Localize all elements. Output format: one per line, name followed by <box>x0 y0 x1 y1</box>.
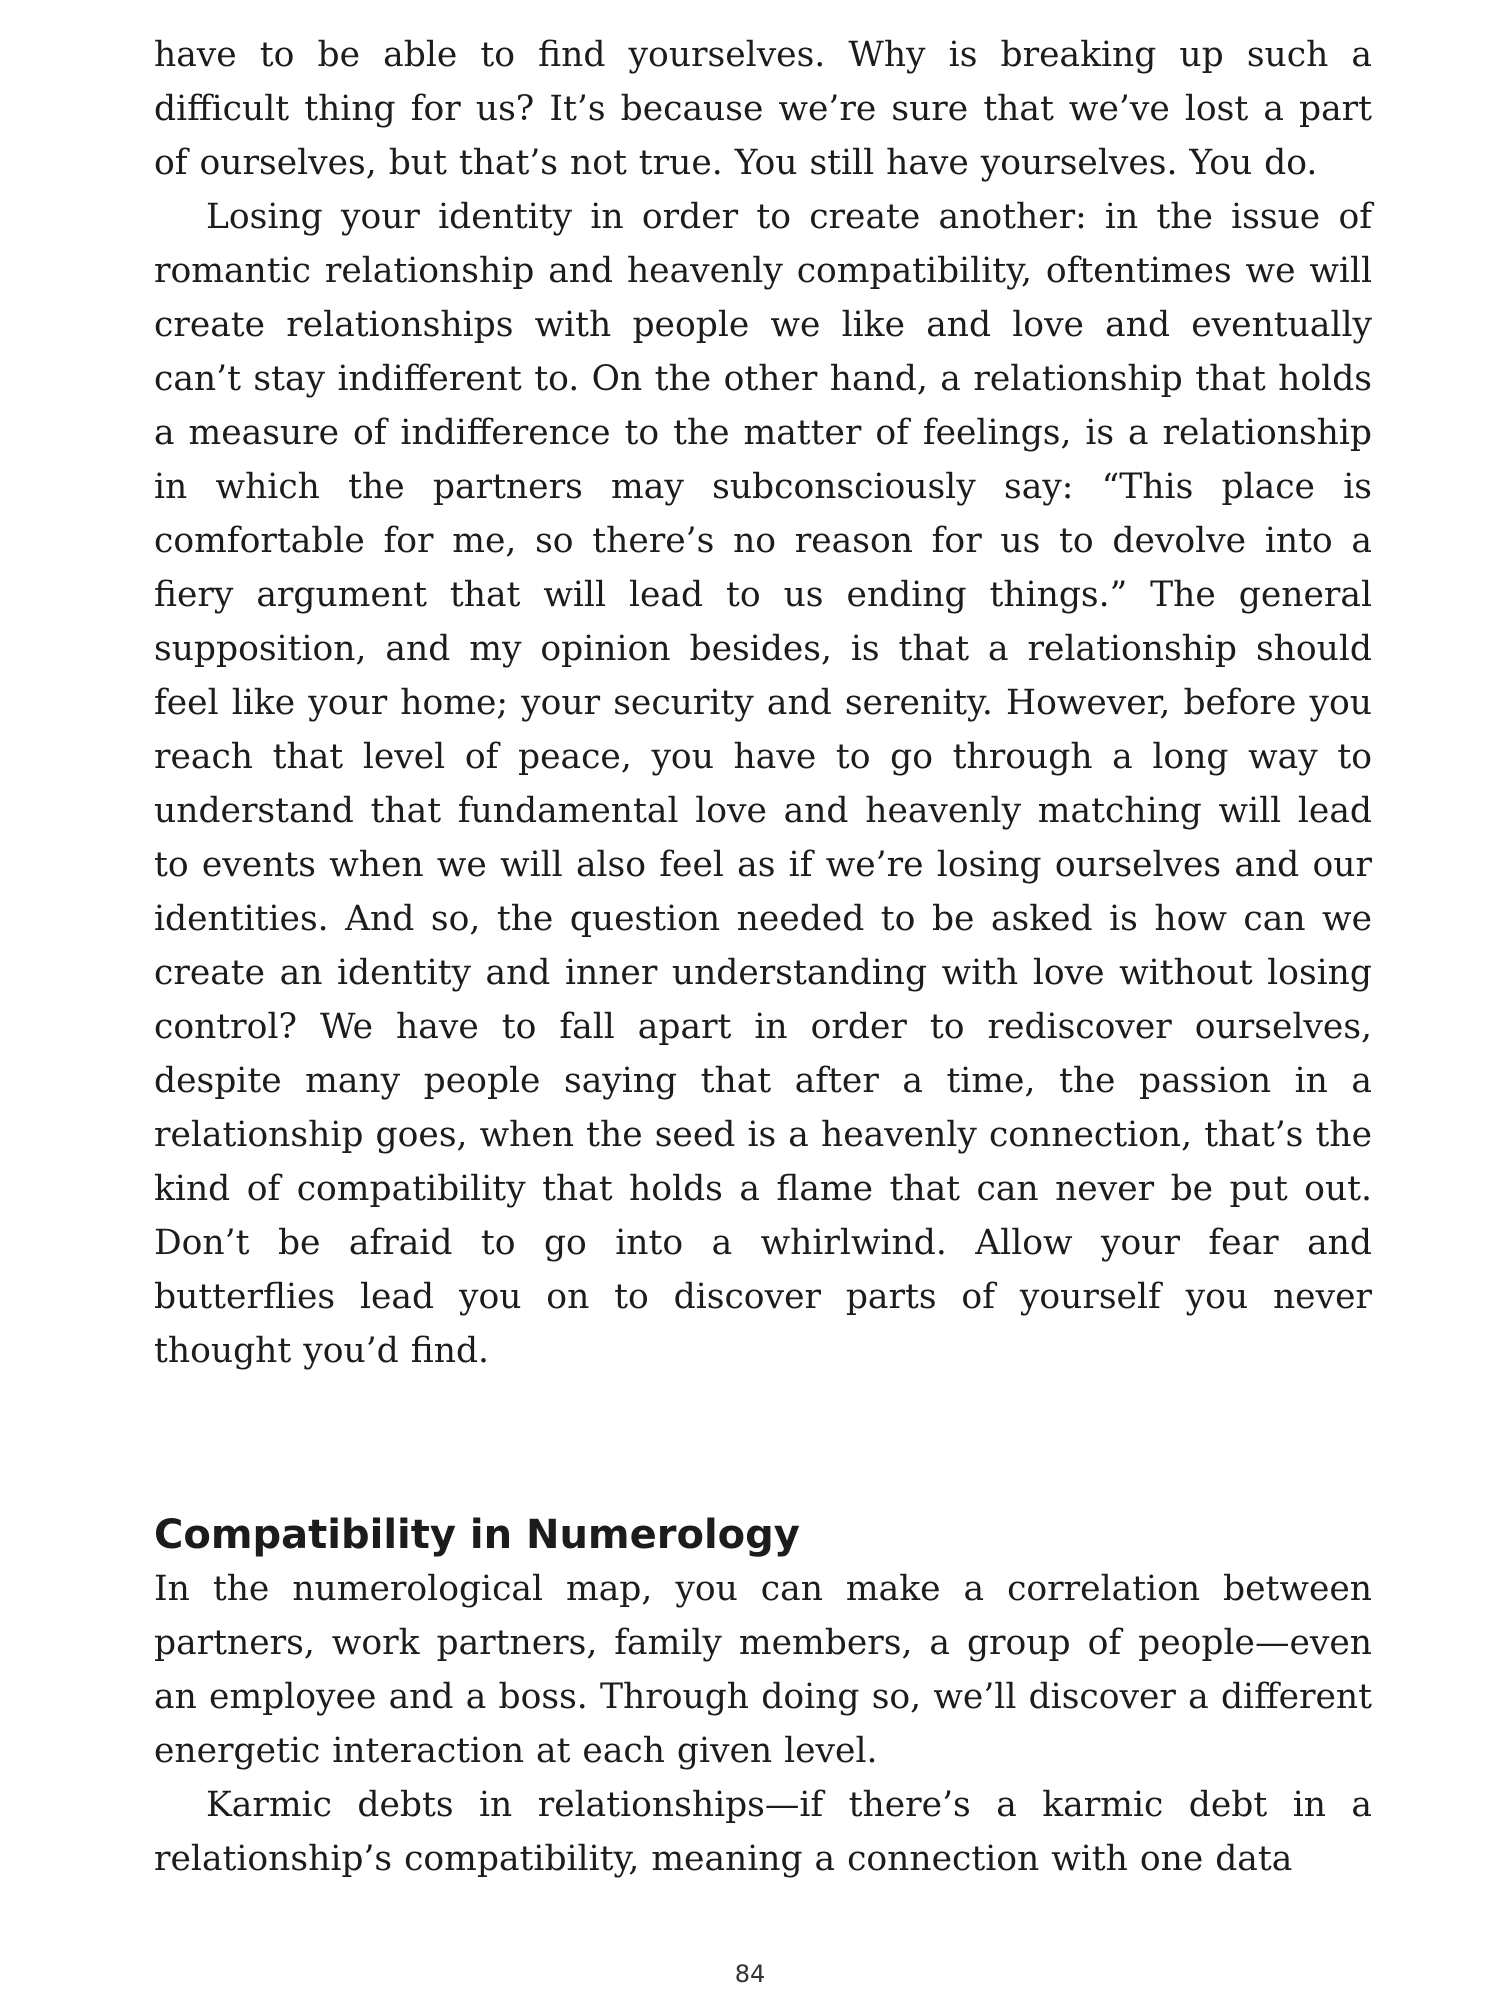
section-paragraph-2: Karmic debts in relationships—if there’s a karmic debt in a relationship’s compatibility, meaning a connection with one data <box>154 1785 1372 1879</box>
paragraph-2: Losing your identity in order to create another: in the issue of romantic relationship and heavenly compatibility, oftentimes we will create relationships with people we like and love and eventually can’t stay indifferent to. On the other hand, a relationship that holds a measure of indifference to the matter of feelings, is a relationship in which the partners may subconsciously say: “This place is comfortable for me, so there’s no reason for us to devolve into a fiery argument that will lead to us ending things.” The general supposition, and my opinion besides, is that a relationship should feel like your home; your security and serenity. However, before you reach that level of peace, you have to go through a long way to understand that fundamental love and heavenly matching will lead to events when we will also feel as if we’re losing ourselves and our identities. And so, the question needed to be asked is how can we create an identity and inner understanding with love without losing control? We have to fall apart in order to rediscover ourselves, despite many people saying that after a time, the passion in a relationship goes, when the seed is a heavenly connection, that’s the kind of compatibility that holds a flame that can never be put out. Don’t be afraid to go into a whirlwind. Allow your fear and butterflies lead you on to discover parts of yourself you never thought you’d find. <box>154 197 1372 1371</box>
book-page <box>154 28 1372 1886</box>
paragraph-1: have to be able to find yourselves. Why is breaking up such a difficult thing for us? It’s because we’re sure that we’ve lost a part of ourselves, but that’s not true. You still have yourselves. You do. <box>154 35 1372 183</box>
section-heading: Compatibility in Numerology <box>154 1512 800 1558</box>
section-paragraph-1: In the numerological map, you can make a correlation between partners, work partners, family members, a group of people—even an employee and a boss. Through doing so, we’ll discover a different energetic interaction at each given level. <box>154 1569 1372 1771</box>
page-number: 84 <box>734 1960 766 1988</box>
